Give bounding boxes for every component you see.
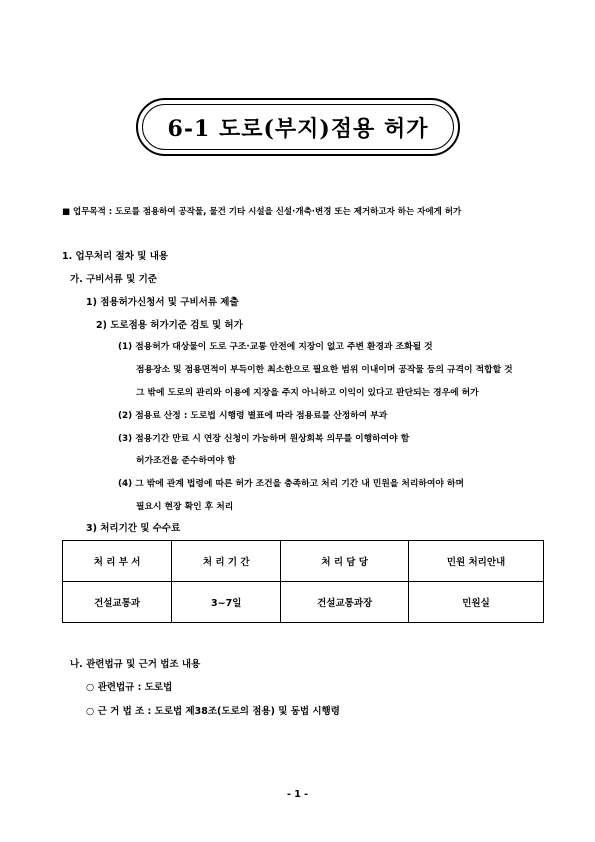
page-number: - 1 -	[286, 789, 309, 800]
page-title: 6-1 도로(부지)점용 허가	[167, 115, 429, 142]
section-1-heading: 1. 업무처리 절차 및 내용	[62, 251, 169, 262]
table-header-cell: 처 리 기 간	[172, 541, 281, 582]
section-1b-heading: 나. 관련법규 및 근거 법조 내용	[70, 659, 201, 670]
processing-table	[62, 540, 544, 623]
item-1-1: 1) 점용허가신청서 및 구비서류 제출	[86, 297, 239, 308]
paragraph-8: 필요시 현장 확인 후 처리	[136, 502, 234, 512]
table-row	[63, 582, 544, 623]
table-header-cell: 처 리 부 서	[63, 541, 172, 582]
table-cell: 민원실	[409, 582, 544, 623]
table-header-cell: 민원 처리안내	[409, 541, 544, 582]
title-frame	[136, 98, 460, 156]
law-item-2: ○ 근 거 법 조 : 도로법 제38조(도로의 점용) 및 동법 시행령	[86, 706, 340, 717]
paragraph-5: (3) 점용기간 만료 시 연장 신청이 가능하며 원상회복 의무를 이행하여야 함	[118, 434, 410, 444]
item-1-3: 3) 처리기간 및 수수료	[86, 523, 181, 534]
paragraph-3: 그 밖에 도로의 관리와 이용에 지장을 주지 아니하고 이익이 있다고 판단되는 경우에 허가	[136, 388, 479, 398]
table-cell: 건설교통과장	[281, 582, 409, 623]
intro-text: ■ 업무목적 : 도로를 점용하여 공작물, 물건 기타 시설을 신설·개축·변경 또는 제거하고자 하는 자에게 허가	[62, 207, 462, 217]
law-item-1: ○ 관련법규 : 도로법	[86, 682, 173, 693]
paragraph-1: (1) 점용허가 대상물이 도로 구조·교통 안전에 지장이 없고 주변 환경과 조화될 것	[118, 342, 433, 352]
paragraph-6: 허가조건을 준수하여야 함	[136, 456, 236, 466]
paragraph-4: (2) 점용료 산정 : 도로법 시행령 별표에 따라 점용료를 산정하여 부과	[118, 411, 388, 421]
table-cell: 건설교통과	[63, 582, 172, 623]
item-1-2: 2) 도로점용 허가기준 검토 및 허가	[96, 320, 243, 331]
paragraph-2: 점용장소 및 점용면적이 부득이한 최소한으로 필요한 범위 이내이며 공작물 등의 규격이 적합할 것	[136, 365, 513, 375]
section-1a-heading: 가. 구비서류 및 기준	[70, 274, 157, 285]
table-header-cell: 처 리 담 당	[281, 541, 409, 582]
paragraph-7: (4) 그 밖에 관계 법령에 따른 허가 조건을 충족하고 처리 기간 내 민원을 처리하여야 하며	[118, 479, 464, 489]
table-cell: 3~7일	[172, 582, 281, 623]
table-header-row	[63, 541, 544, 582]
